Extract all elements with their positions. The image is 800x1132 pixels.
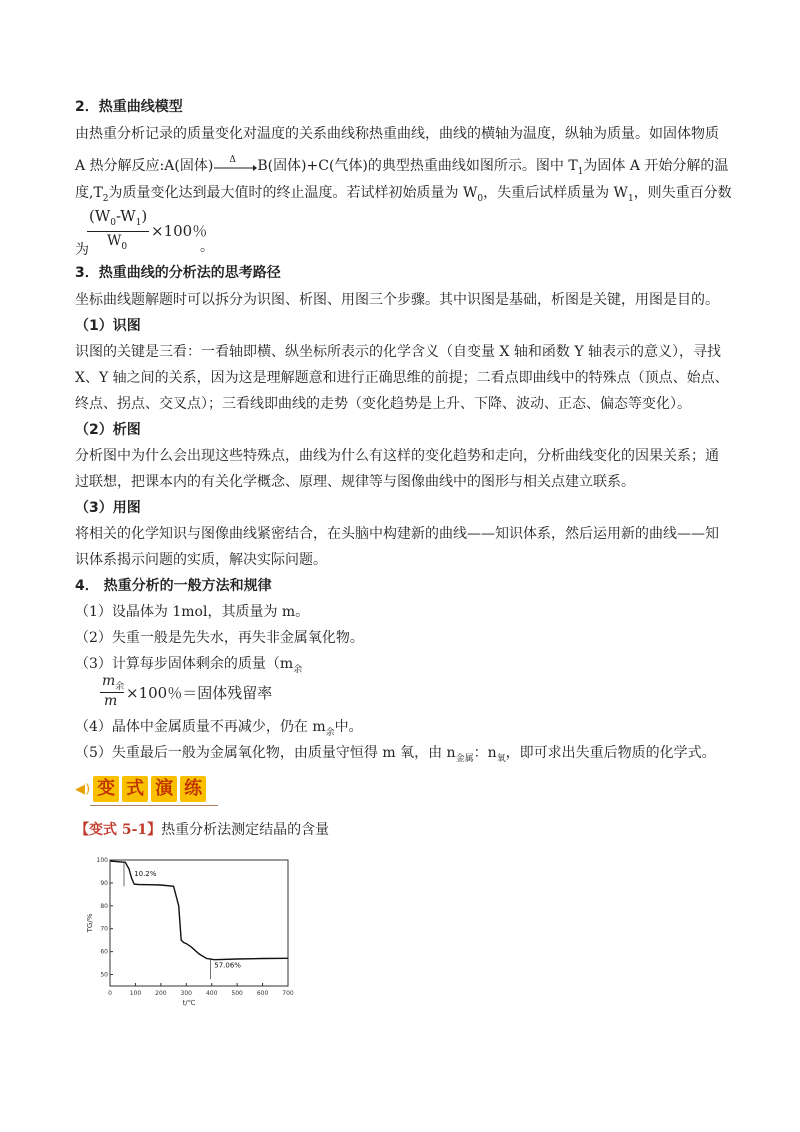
mass-loss-formula: $(W_0-W_1)$ $W_0$ ×100％	[89, 207, 208, 252]
y-tick-label: 90	[100, 879, 108, 887]
tg-chart	[80, 848, 310, 1018]
paragraph-line: 坐标曲线题解题时可以拆分为识图、析图、用图三个步骤。其中识图是基础，析图是关键，用图是目的。	[75, 292, 719, 308]
paragraph-line: 将相关的化学知识与图像曲线紧密结合，在头脑中构建新的曲线——知识体系，然后运用新的曲线——知	[75, 526, 719, 542]
x-axis-label: t/℃	[182, 999, 196, 1007]
list-item: （3）计算每步固体剩余的质量（$m_余$	[75, 656, 303, 675]
heading-section-2: 2．热重曲线模型	[75, 99, 183, 115]
banner-char: 练	[180, 776, 206, 802]
paragraph-line: 识图的关键是三看：一看轴即横、纵坐标所表示的化学含义（自变量 X 轴和函数 Y 轴表示的意义），寻找	[75, 344, 722, 360]
y-tick-label: 80	[100, 902, 108, 910]
residue-rate-formula: $m_余$ m ×100％＝固体残留率	[102, 673, 273, 709]
list-item: （4）晶体中金属质量不再减少，仍在 $m_余$中。	[75, 719, 363, 738]
x-tick-label: 100	[129, 990, 142, 997]
reaction-arrow: Δ	[213, 159, 257, 173]
x-tick-label: 700	[282, 990, 294, 997]
exercise-banner	[75, 773, 209, 805]
annotation-label: 10.2%	[134, 870, 157, 879]
x-tick-label: 200	[155, 990, 167, 997]
banner-char: 式	[122, 776, 148, 802]
heading-section-3: 3．热重曲线的分析法的思考路径	[75, 265, 281, 281]
paragraph-line: 过联想，把课本内的有关化学概念、原理、规律等与图像曲线中的图形与相关点建立联系。	[75, 474, 635, 490]
subheading: （2）析图	[75, 422, 141, 438]
text-fragment: 。	[200, 239, 214, 255]
paragraph-line: 度$,T_2$为质量变化达到最大值时的终止温度。若试样初始质量为 $W_0$，失重后试样质量为 $W_1$，则失重百分数	[75, 185, 732, 204]
exercise-title: 【变式 5-1】热重分析法测定结晶的含量	[75, 822, 330, 838]
text-fragment: 为	[75, 242, 89, 258]
y-tick-label: 100	[96, 857, 108, 864]
y-tick-label: 60	[100, 948, 108, 956]
y-tick-label: 70	[100, 925, 108, 933]
heading-section-4: 4． 热重分析的一般方法和规律	[75, 578, 272, 594]
x-tick-label: 300	[180, 990, 193, 997]
list-item: （5）失重最后一般为金属氧化物，由质量守恒得 m 氧，由 $n_{金属}$：$n_氧$，即可求出失重后物质的化学式。	[75, 745, 716, 764]
banner-underline	[90, 805, 218, 806]
paragraph-line: X、Y 轴之间的关系，因为这是理解题意和进行正确思维的前提；二看点即曲线中的特殊点（顶点、始点、	[75, 370, 729, 386]
banner-char: 演	[151, 776, 177, 802]
paragraph-line: 终点、拐点、交叉点）；三看线即曲线的走势（变化趋势是上升、下降、波动、正态、偏态等变化）。	[75, 396, 691, 412]
paragraph-line: A 热分解反应:A(固体) Δ B(固体)+C(气体)的典型热重曲线如图所示。图中 $T_1$为固体 A 开始分解的温	[75, 155, 729, 177]
paragraph-line: 由热重分析记录的质量变化对温度的关系曲线称热重曲线，曲线的横轴为温度，纵轴为质量。如固体物质	[75, 126, 719, 142]
y-tick-label: 50	[100, 971, 108, 979]
subheading: （1）识图	[75, 318, 141, 334]
list-item: （2）失重一般是先失水，再失非金属氧化物。	[75, 630, 364, 646]
x-tick-label: 600	[256, 990, 269, 997]
x-tick-label: 500	[231, 990, 243, 997]
speaker-icon: ◀)	[75, 781, 91, 797]
annotation-label: 57.06%	[214, 961, 241, 970]
subheading: （3）用图	[75, 500, 141, 516]
paragraph-line: 分析图中为什么会出现这些特殊点，曲线为什么有这样的变化趋势和走向，分析曲线变化的因果关系；通	[75, 448, 719, 464]
x-tick-label: 400	[205, 990, 218, 997]
banner-char: 变	[93, 776, 119, 802]
x-tick-label: 0	[108, 990, 112, 997]
paragraph-line: 识体系揭示问题的实质，解决实际问题。	[75, 552, 327, 568]
list-item: （1）设晶体为 1mol，其质量为 m。	[75, 604, 310, 620]
y-axis-label: TG/%	[86, 913, 94, 933]
